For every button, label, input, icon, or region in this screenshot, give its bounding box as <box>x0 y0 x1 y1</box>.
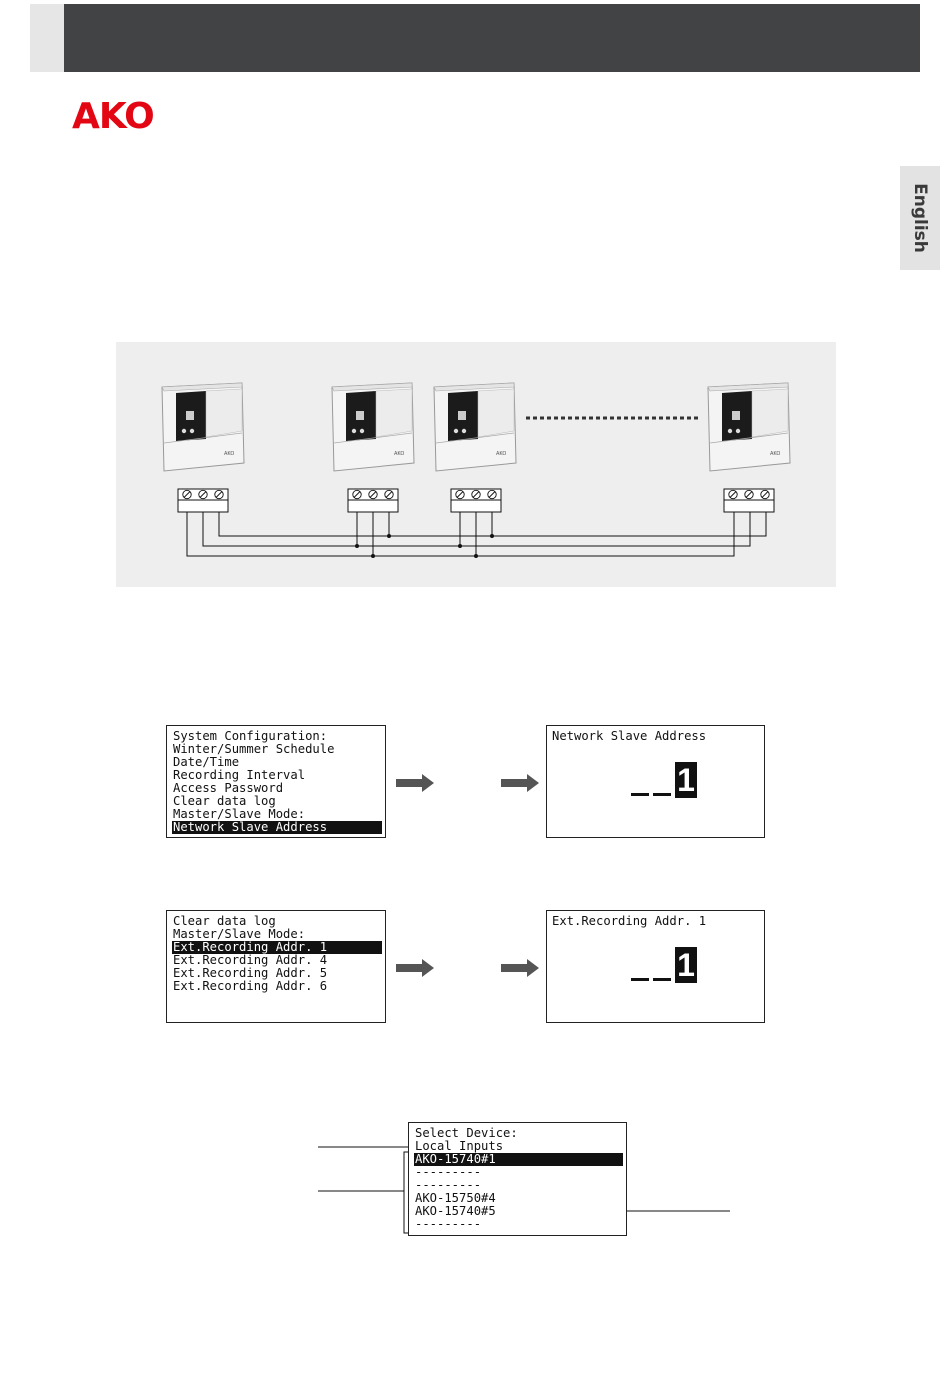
menu-line: Master/Slave Mode: <box>173 927 306 941</box>
menu-line: Ext.Recording Addr. 6 <box>173 979 328 993</box>
device-n <box>708 383 790 471</box>
menu-line-selected: Ext.Recording Addr. 1 <box>172 941 382 954</box>
slave-address-screen <box>546 725 765 838</box>
terminal-block-2 <box>348 489 398 512</box>
language-label: English <box>910 183 930 253</box>
address-value-field <box>631 762 697 798</box>
menu-line: Master/Slave Mode: <box>173 807 306 821</box>
menu-line: Date/Time <box>173 755 240 769</box>
menu-line: Clear data log <box>173 914 276 928</box>
screen-title: Network Slave Address <box>552 729 707 743</box>
menu-line: AKO-15750#4 <box>415 1191 496 1205</box>
arrow-right-icon <box>396 773 436 793</box>
header-bar <box>64 4 920 72</box>
system-config-screen <box>166 725 386 838</box>
network-diagram-svg <box>116 342 836 587</box>
ako-logo: AKO <box>72 96 154 137</box>
terminal-block-3 <box>451 489 501 512</box>
address-digit: 1 <box>675 947 697 983</box>
network-diagram <box>116 342 836 587</box>
terminal-block-1 <box>178 489 228 512</box>
menu-line: Local Inputs <box>415 1139 504 1153</box>
menu-line: --------- <box>415 1165 482 1179</box>
menu-line: AKO-15740#5 <box>415 1204 496 1218</box>
ext-address-screen <box>546 910 765 1023</box>
device-2 <box>332 383 414 471</box>
arrow-right-icon <box>396 958 436 978</box>
menu-line-selected: Network Slave Address <box>172 821 382 834</box>
address-digit: 1 <box>675 762 697 798</box>
address-value-field <box>631 947 697 983</box>
ext-recording-menu-screen <box>166 910 386 1023</box>
device-1 <box>162 383 244 471</box>
menu-line: --------- <box>415 1178 482 1192</box>
menu-line: Select Device: <box>415 1126 518 1140</box>
device-3 <box>434 383 516 471</box>
menu-line: Ext.Recording Addr. 5 <box>173 966 328 980</box>
terminal-block-n <box>724 489 774 512</box>
menu-line: --------- <box>415 1217 482 1231</box>
arrow-right-icon <box>501 773 541 793</box>
screen-title: Ext.Recording Addr. 1 <box>552 914 707 928</box>
menu-line: Winter/Summer Schedule <box>173 742 335 756</box>
language-tab <box>900 166 940 270</box>
menu-line: Clear data log <box>173 794 276 808</box>
select-device-screen <box>408 1122 627 1236</box>
header-accent-bar <box>30 4 64 72</box>
menu-line: System Configuration: <box>173 729 328 743</box>
menu-line: Access Password <box>173 781 284 795</box>
menu-line: Recording Interval <box>173 768 306 782</box>
arrow-right-icon <box>501 958 541 978</box>
menu-line: Ext.Recording Addr. 4 <box>173 953 328 967</box>
bus-wiring <box>187 512 766 556</box>
menu-line-selected: AKO-15740#1 <box>414 1153 623 1166</box>
